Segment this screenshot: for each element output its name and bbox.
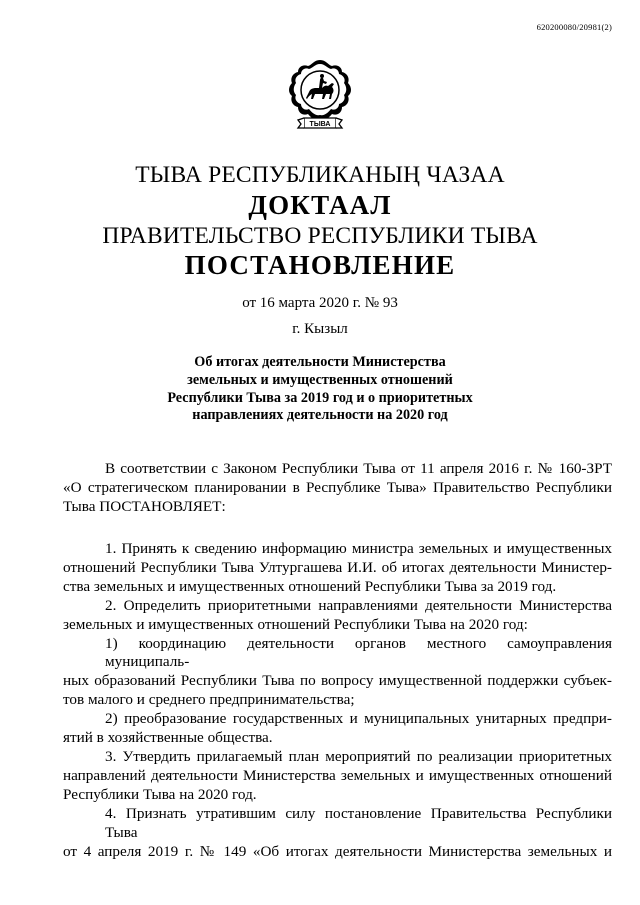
text-line: В соответствии с Законом Республики Тыва от 11 апреля 2016 г. № 160-ЗРТ (105, 460, 612, 477)
text-line: 2. Определить приоритетными направлениями деятельности Министерства (105, 596, 612, 614)
text-line: 3. Утвердить прилагаемый план мероприятий по реализации приоритетных (105, 747, 612, 765)
government-name-russian: ПРАВИТЕЛЬСТВО РЕСПУБЛИКИ ТЫВА (102, 223, 538, 249)
document-city: г. Кызыл (292, 321, 348, 337)
document-registration-number: 620200080/20981(2) (536, 22, 612, 32)
title-line: направлениях деятельности на 2020 год (192, 407, 448, 424)
document-type-tuvan: ДОКТААЛ (248, 190, 392, 220)
text-line: ных образований Республики Тыва по вопросу имущественной поддержки субъек- (63, 672, 612, 690)
document-date-number: от 16 марта 2020 г. № 93 (242, 295, 398, 311)
text-line: Тыва ПОСТАНОВЛЯЕТ: (63, 497, 226, 515)
text-line: от 4 апреля 2019 г. № 149 «Об итогах деятельности Министерства земельных и (63, 842, 612, 860)
text-line: отношений Республики Тыва Ултургашева И.И. об итогах деятельности Министер- (63, 558, 612, 576)
text-line: 1. Принять к сведению информацию министра земельных и имущественных (105, 540, 612, 557)
operative-paragraphs (63, 540, 612, 861)
text-line: ства земельных и имущественных отношений Республики Тыва за 2019 год. (63, 577, 557, 595)
text-line: ятий в хозяйственные общества. (63, 729, 273, 747)
text-line: направлений деятельности Министерства земельных и имущественных отношений (63, 766, 612, 784)
text-line: Республики Тыва на 2020 год. (63, 785, 257, 803)
emblem-ribbon-text: ТЫВА (309, 121, 331, 128)
title-line: земельных и имущественных отношений (187, 371, 453, 388)
coat-of-arms-icon (282, 56, 358, 148)
text-line: тов малого и среднего предпринимательства; (63, 691, 355, 709)
title-line: Об итогах деятельности Министерства (194, 354, 446, 370)
text-line: «О стратегическом планировании в Республике Тыва» Правительство Республики (63, 478, 612, 496)
text-line: земельных и имущественных отношений Республики Тыва на 2020 год: (63, 615, 528, 633)
document-type-russian: ПОСТАНОВЛЕНИЕ (184, 250, 456, 280)
resolution-title (0, 354, 640, 425)
title-line: Республики Тыва за 2019 год и о приоритетных (167, 389, 473, 406)
text-line: 2) преобразование государственных и муниципальных унитарных предпри- (105, 710, 612, 728)
preamble-paragraph (63, 460, 612, 517)
government-name-tuvan: ТЫВА РЕСПУБЛИКАНЫҢ ЧАЗАА (135, 162, 505, 188)
text-line: 1) координацию деятельности органов местного самоуправления муниципаль- (105, 634, 612, 671)
text-line: 4. Признать утратившим силу постановление Правительства Республики Тыва (105, 804, 612, 841)
